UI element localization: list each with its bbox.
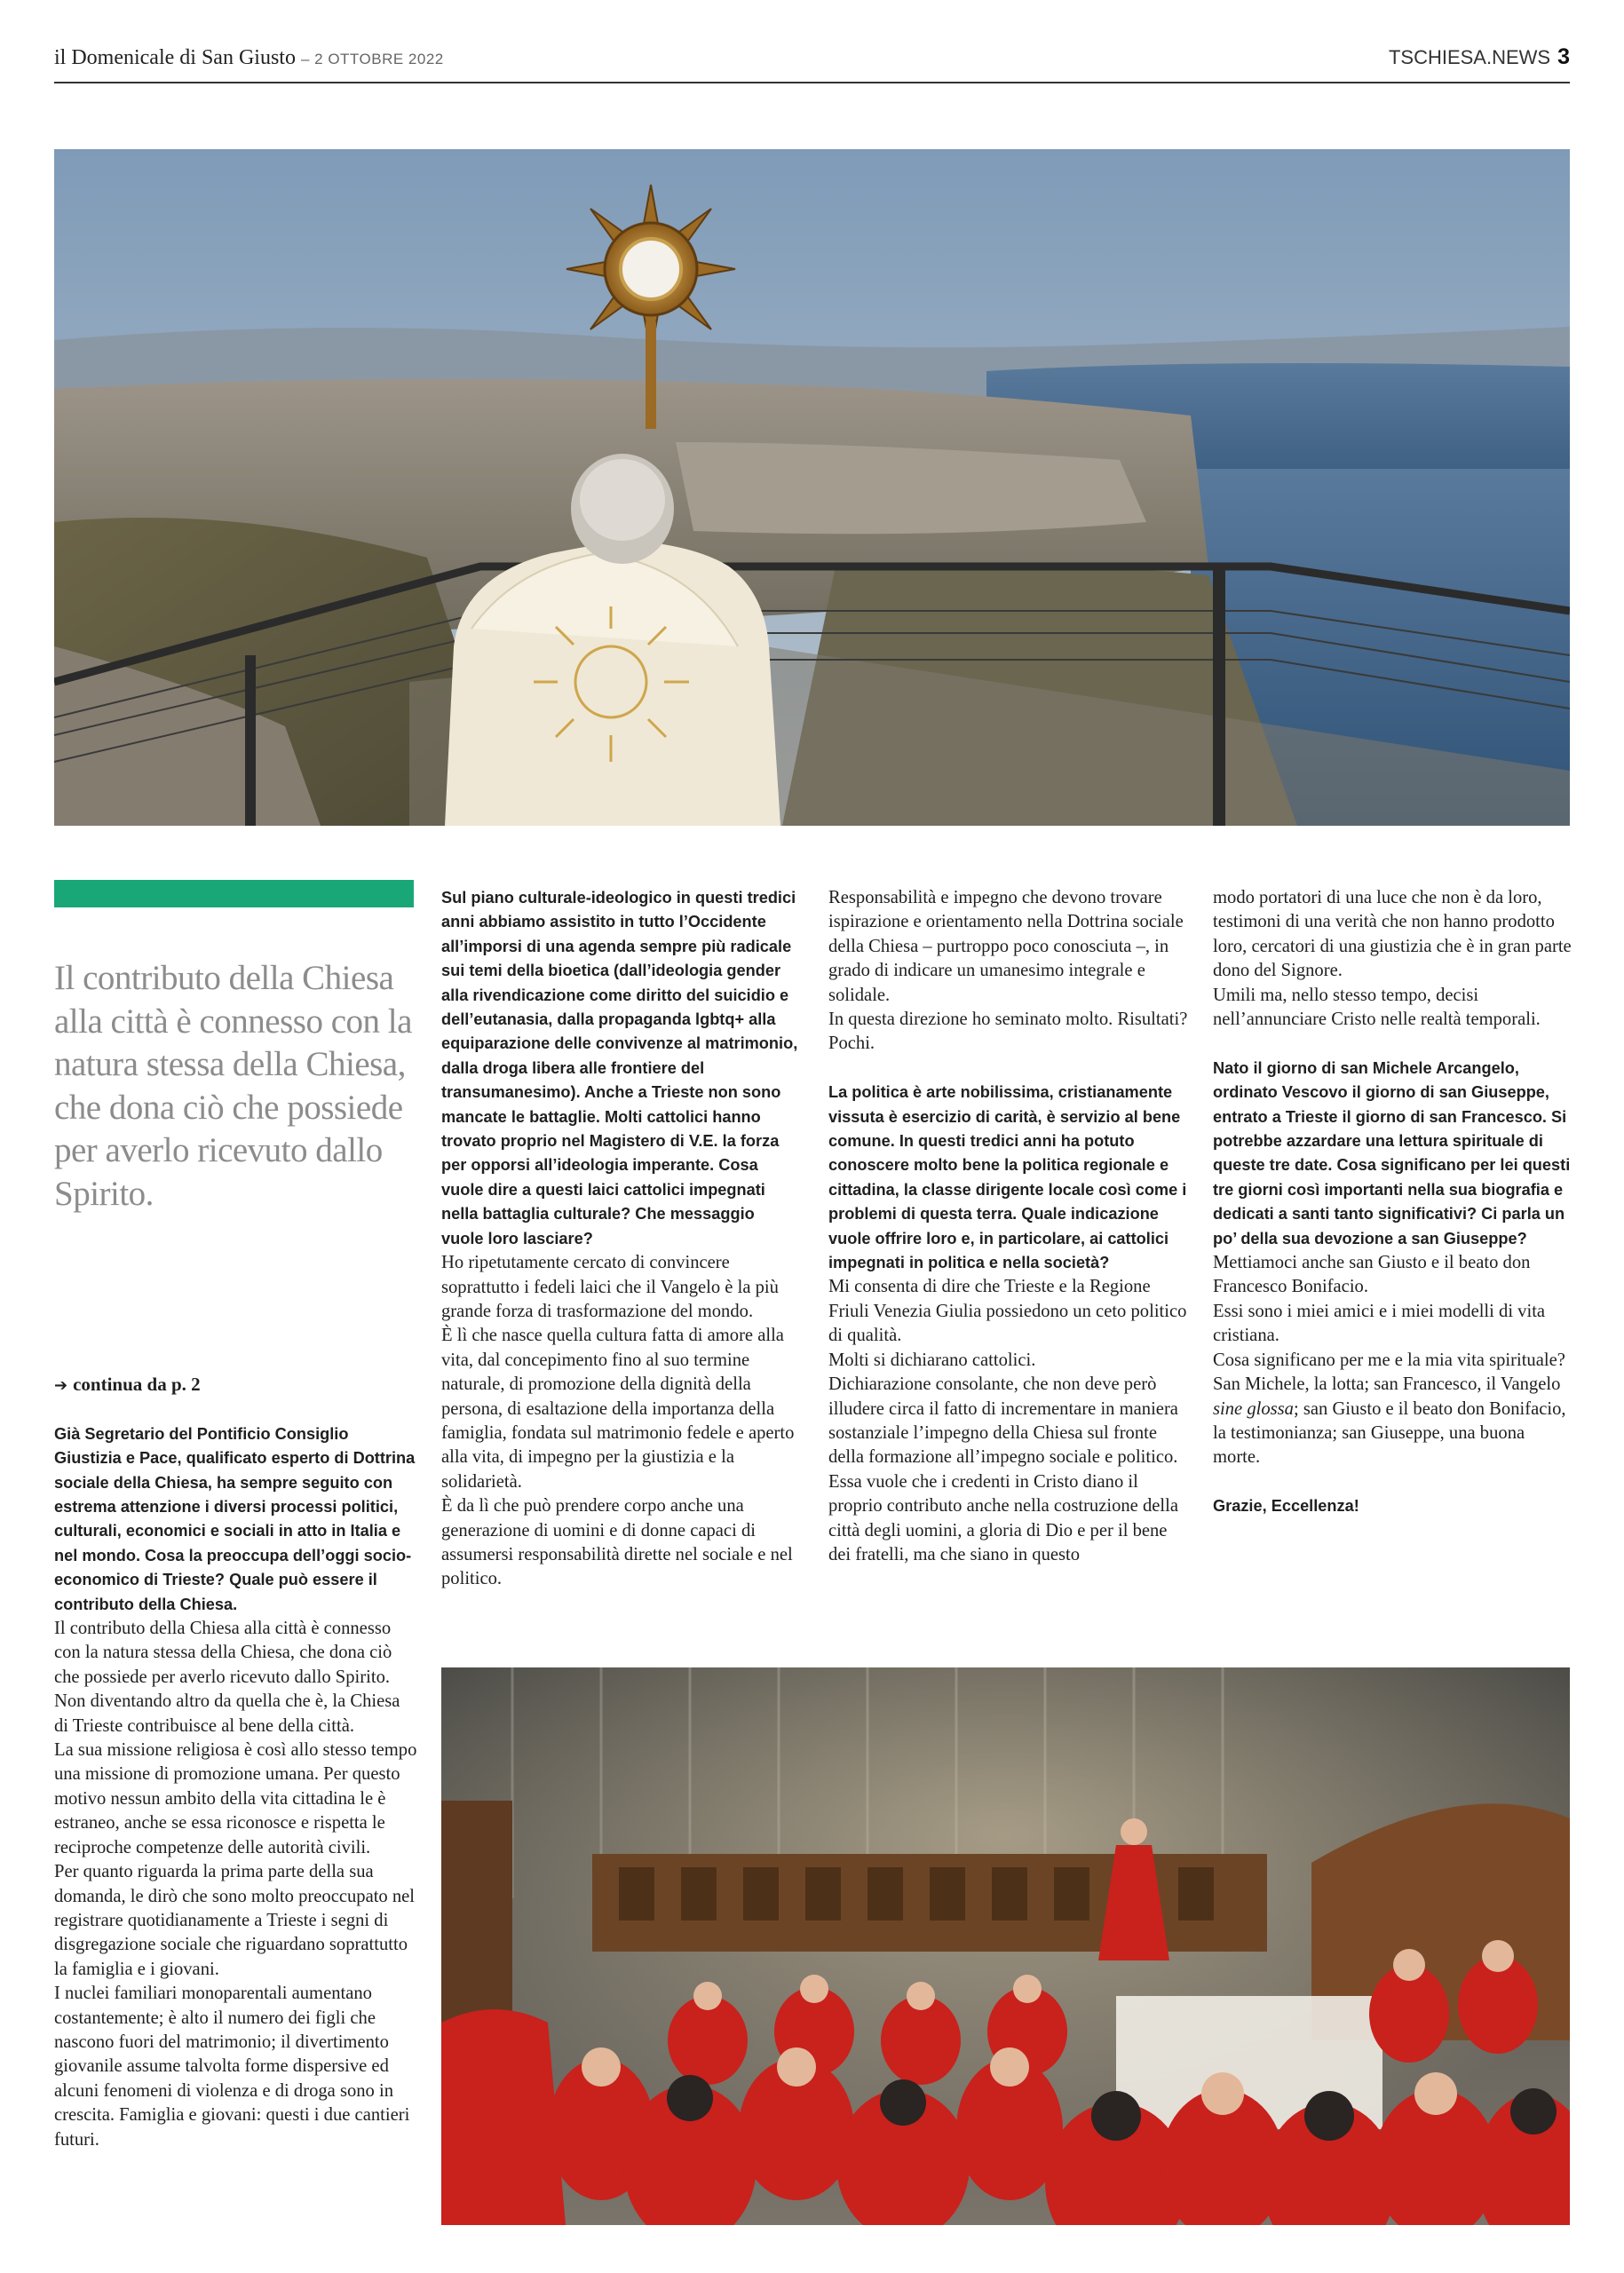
answer-paragraph: modo portatori di una luce che non è da loro, testimoni di una verità che non hanno prodotto loro, cercatori di una giustizia che è in gran parte dono del Signore. <box>1213 888 1572 981</box>
publication-header <box>54 46 444 70</box>
photo-monstrance-over-trieste <box>54 149 1570 826</box>
italic-phrase: sine glossa <box>1213 1398 1294 1419</box>
arrow-right-icon: ➔ <box>54 1376 68 1395</box>
answer-paragraph: Essa vuole che i credenti in Cristo diano il proprio contributo anche nella costruzione della città degli uomini, a gloria di Dio e per il bene dei fratelli, ma che siano in questo <box>828 1471 1178 1564</box>
publication-name: il Domenicale di San Giusto <box>54 46 296 69</box>
continued-from[interactable]: ➔ continua da p. 2 <box>54 1374 201 1395</box>
interview-question: Nato il giorno di san Michele Arcangelo, ordinato Vescovo il giorno di san Giuseppe, entrato a Trieste il giorno di san Francesco. Si potrebbe azzardare una lettura spirituale di queste tre date. Cosa significano per lei questi tre giorni così importanti nella sua biografia e dedicati a santi tanto significativi? Ci parla un po’ della sua devozione a san Giuseppe? <box>1213 1058 1571 1247</box>
interview-question: Già Segretario del Pontificio Consiglio Giustizia e Pace, qualificato esperto di Dottrina sociale della Chiesa, ha sempre seguito con estrema attenzione i diversi processi politici, culturali, economici e sociali in atto in Italia e nel mondo. Cosa la preoccupa dell’oggi socio-economico di Trieste? Quale può essere il contributo della Chiesa. <box>54 1424 416 1613</box>
answer-paragraph: Il contributo della Chiesa alla città è connesso con la natura stessa della Chiesa, che dona ciò che possiede per averlo ricevuto dallo Spirito. Non diventando altro da quella che è, la Chiesa di Trieste contribuisce al bene della città. <box>54 1619 400 1736</box>
answer-paragraph: Responsabilità e impegno che devono trovare ispirazione e orientamento nella Dottrina sociale della Chiesa – purtroppo poco conosciuta –, in grado di indicare un umanesimo integrale e solidale. <box>828 888 1184 1005</box>
photo-clergy-in-cathedral <box>441 1667 1570 2225</box>
page-number: 3 <box>1557 44 1570 69</box>
site-header <box>1389 44 1570 70</box>
answer-paragraph: Cosa significano per me e la mia vita spirituale? San Michele, la lotta; san Francesco, il Vangelo sine glossa; san Giusto e il beato don Bonifacio, la testimonianza; san Giuseppe, una buona morte. <box>1213 1350 1566 1468</box>
answer-paragraph: Essi sono i miei amici e i miei modelli di vita cristiana. <box>1213 1301 1546 1346</box>
answer-paragraph: Mi consenta di dire che Trieste e la Regione Friuli Venezia Giulia possiedono un ceto politico di qualità. <box>828 1277 1187 1346</box>
answer-paragraph: Umili ma, nello stesso tempo, decisi nell’annunciare Cristo nelle realtà temporali. <box>1213 985 1541 1030</box>
site-name[interactable]: TSCHIESA.NEWS <box>1388 46 1551 68</box>
article-column-2 <box>441 886 798 1592</box>
answer-paragraph: In questa direzione ho seminato molto. Risultati? Pochi. <box>828 1010 1188 1054</box>
closing-thanks: Grazie, Eccellenza! <box>1213 1497 1359 1516</box>
article-column-3 <box>828 886 1188 1567</box>
accent-bar <box>54 880 414 907</box>
article-column-4 <box>1213 886 1573 1519</box>
answer-paragraph: Per quanto riguarda la prima parte della sua domanda, le dirò che sono molto preoccupato nel registrare quotidianamente a Trieste i segni di disgregazione sociale che riguardano soprattutto la famiglia e i giovani. <box>54 1862 416 1979</box>
interview-question: Sul piano culturale-ideologico in questi tredici anni abbiamo assistito in tutto l’Occidente all’imporsi di una agenda sempre più radicale sui temi della bioetica (dall’ideologia gender alla rivendicazione come diritto del suicidio e dell’eutanasia, dalla propaganda lgbtq+ alla equiparazione delle convivenze al matrimonio, dalla droga libera alle frontiere del transumanesimo). Anche a Trieste non sono mancate le battaglie. Molti cattolici hanno trovato proprio nel Magistero di V.E. la forza per opporsi all’ideologia imperante. Cosa vuole dire a questi laici cattolici impegnati nella battaglia culturale? Che messaggio vuole loro lasciare? <box>441 889 798 1247</box>
answer-paragraph: Molti si dichiarano cattolici. <box>828 1350 1036 1370</box>
header-rule <box>54 82 1570 83</box>
interview-question: La politica è arte nobilissima, cristianamente vissuta è esercizio di carità, è servizio al bene comune. In questi tredici anni ha potuto conoscere molto bene la politica regionale e cittadina, la classe dirigente locale così come i problemi di questa terra. Quale indicazione vuole offrire loro e, in particolare, ai cattolici impegnati in politica e nella società? <box>828 1083 1187 1272</box>
pull-quote: Il contributo della Chiesa alla città è connesso con la natura stessa della Chiesa, che dona ciò che possiede per averlo ricevuto dallo Spirito. <box>54 959 412 1213</box>
article-column-1 <box>54 1373 418 2152</box>
answer-paragraph: Mettiamoci anche san Giusto e il beato don Francesco Bonifacio. <box>1213 1253 1531 1297</box>
issue-date: – 2 OTTOBRE 2022 <box>300 51 444 67</box>
answer-paragraph: Dichiarazione consolante, che non deve però illudere circa il fatto di incrementare in maniera sostanziale l’impegno della Chiesa sul fronte della formazione all’impegno sociale e politico. <box>828 1374 1178 1468</box>
answer-paragraph: È lì che nasce quella cultura fatta di amore alla vita, dal concepimento fino al suo termine naturale, di promozione della dignità della persona, di esaltazione della importanza della famiglia, fondata sul matrimonio fedele e aperto alla vita, di impegno per la giustizia e la solidarietà. <box>441 1326 795 1492</box>
answer-paragraph: Ho ripetutamente cercato di convincere soprattutto i fedeli laici che il Vangelo è la più grande forza di trasformazione del mondo. <box>441 1253 779 1321</box>
answer-paragraph: I nuclei familiari monoparentali aumentano costantemente; è alto il numero dei figli che nascono fuori del matrimonio; il divertimento giovanile assume talvolta forme dispersive ed alcuni fenomeni di violenza e di droga sono in crescita. Famiglia e giovani: questi i due cantieri futuri. <box>54 1984 410 2150</box>
answer-paragraph: È da lì che può prendere corpo anche una generazione di uomini e di donne capaci di assumersi responsabilità dirette nel sociale e nel politico. <box>441 1496 793 1589</box>
answer-paragraph: La sua missione religiosa è così allo stesso tempo una missione di promozione umana. Per questo motivo nessun ambito della vita cittadina le è estraneo, anche se essa riconosce e rispetta le reciproche competenze delle autorità civili. <box>54 1740 417 1857</box>
